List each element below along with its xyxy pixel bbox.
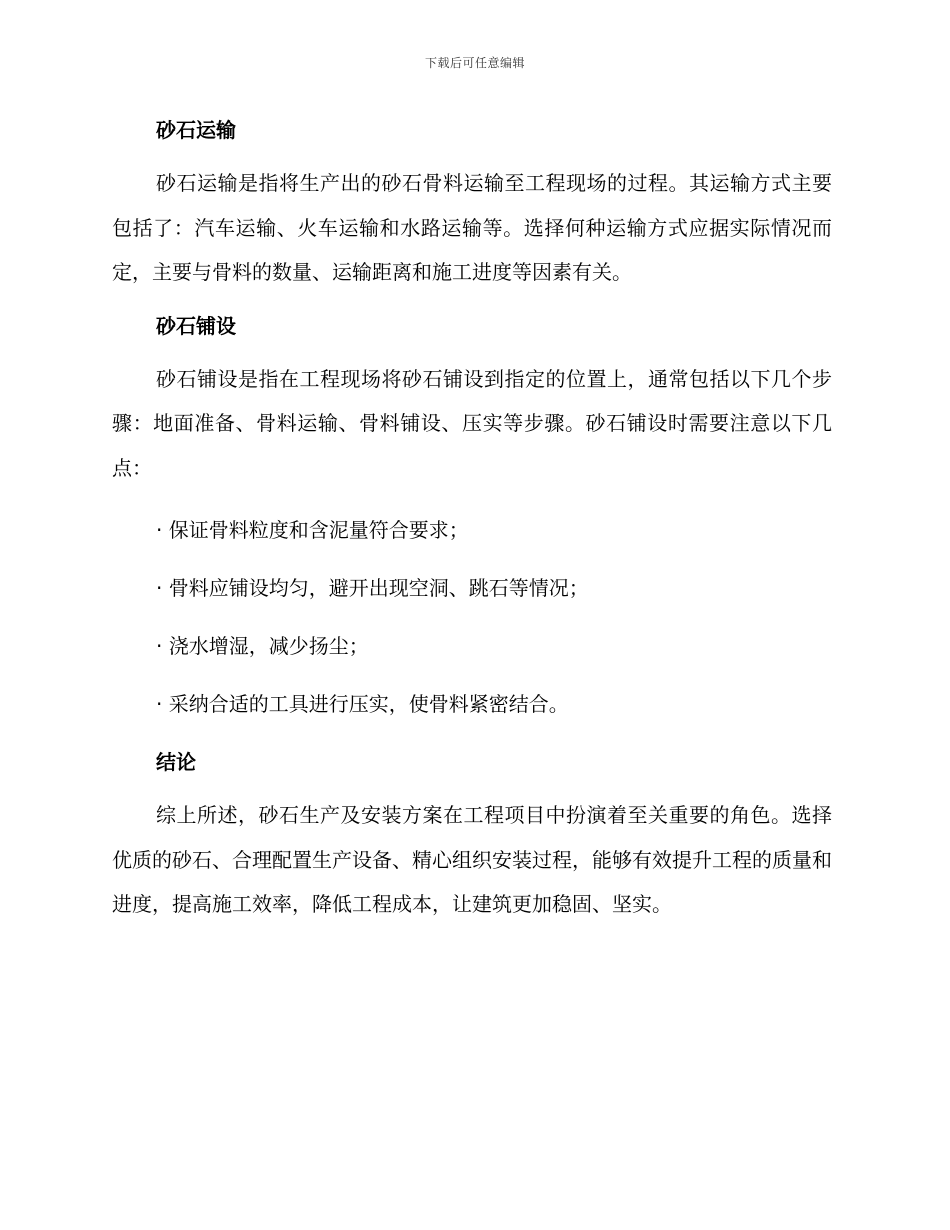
- bullet-item: · 采纳合适的工具进行压实，使骨料紧密结合。: [156, 692, 569, 716]
- section-body-conclusion: 综上所述，砂石生产及安装方案在工程项目中扮演着至关重要的角色。选择优质的砂石、合理配置生产设备、精心组织安装过程，能够有效提升工程的质量和进度，提高施工效率，降低工程成本，让建筑更加稳固、坚实。: [112, 803, 832, 916]
- section-heading-conclusion: 结论: [156, 750, 196, 774]
- section-heading-transport: 砂石运输: [156, 118, 236, 142]
- bullet-item: · 骨料应铺设均匀，避开出现空洞、跳石等情况；: [156, 576, 589, 600]
- section-body-laying: 砂石铺设是指在工程现场将砂石铺设到指定的位置上，通常包括以下几个步骤：地面准备、骨料运输、骨料铺设、压实等步骤。砂石铺设时需要注意以下几点：: [112, 366, 832, 480]
- bullet-item: · 浇水增湿，减少扬尘；: [156, 634, 369, 658]
- section-body-transport: 砂石运输是指将生产出的砂石骨料运输至工程现场的过程。其运输方式主要包括了：汽车运输、火车运输和水路运输等。选择何种运输方式应据实际情况而定，主要与骨料的数量、运输距离和施工进度等因素有关。: [112, 171, 832, 284]
- document-body: [112, 112, 832, 927]
- page-header: 下载后可任意编辑: [424, 56, 525, 70]
- section-heading-laying: 砂石铺设: [156, 313, 236, 338]
- bullet-item: · 保证骨料粒度和含泥量符合要求；: [156, 518, 469, 542]
